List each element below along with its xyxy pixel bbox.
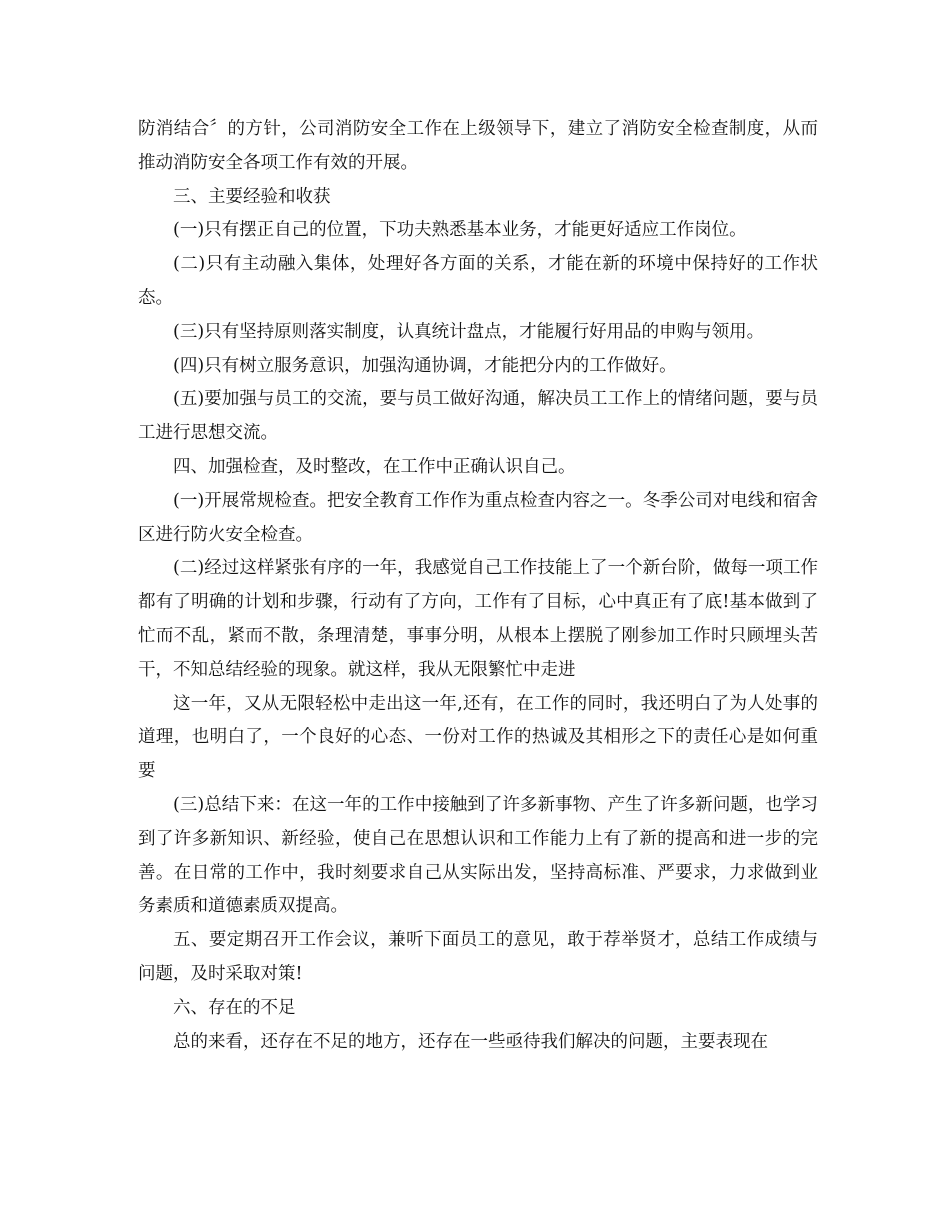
paragraph: 总的来看，还存在不足的地方，还存在一些亟待我们解决的问题，主要表现在 [173, 1031, 768, 1052]
paragraph: (五)要加强与员工的交流，要与员工做好沟通，解决员工工作上的情绪问题，要与员工进行思想交流。 [138, 389, 818, 444]
section-heading: 六、存在的不足 [173, 997, 296, 1018]
paragraph: (一)只有摆正自己的位置，下功夫熟悉基本业务，才能更好适应工作岗位。 [173, 220, 747, 241]
section-heading: 五、要定期召开工作会议，兼听下面员工的意见，敢于荐举贤才，总结工作成绩与问题，及时采取对策! [138, 930, 818, 984]
section-heading: 四、加强检查，及时整改，在工作中正确认识自己。 [173, 456, 576, 477]
paragraph: (四)只有树立服务意识，加强沟通协调，才能把分内的工作做好。 [173, 355, 677, 376]
paragraph: 这一年，又从无限轻松中走出这一年,还有，在工作的同时，我还明白了为人处事的道理，也明白了，一个良好的心态、一份对工作的热诚及其相形之下的责任心是如何重要 [138, 693, 818, 782]
paragraph: (三)只有坚持原则落实制度，认真统计盘点，才能履行好用品的申购与领用。 [173, 321, 765, 342]
paragraph: 防消结合〞的方针，公司消防安全工作在上级领导下，建立了消防安全检查制度，从而推动消防安全各项工作有效的开展。 [138, 119, 818, 173]
paragraph: (一)开展常规检查。把安全教育工作作为重点检查内容之一。冬季公司对电线和宿舍区进行防火安全检查。 [138, 490, 818, 545]
section-heading: 三、主要经验和收获 [173, 186, 331, 207]
paragraph: (三)总结下来：在这一年的工作中接触到了许多新事物、产生了许多新问题，也学习到了许多新知识、新经验，使自己在思想认识和工作能力上有了新的提高和进一步的完善。在日常的工作中，我时刻要求自己从实际出发，坚持高标准、严要求，力求做到业务素质和道德素质双提高。 [138, 794, 818, 917]
document-body [138, 113, 818, 1059]
paragraph: (二)只有主动融入集体，处理好各方面的关系，才能在新的环境中保持好的工作状态。 [138, 254, 818, 308]
paragraph: (二)经过这样紧张有序的一年，我感觉自己工作技能上了一个新台阶，做每一项工作都有了明确的计划和步骤，行动有了方向，工作有了目标，心中真正有了底!基本做到了忙而不乱，紧而不散，条理清楚，事事分明，从根本上摆脱了刚参加工作时只顾埋头苦干，不知总结经验的现象。就这样，我从无限繁忙中走进 [138, 558, 818, 680]
